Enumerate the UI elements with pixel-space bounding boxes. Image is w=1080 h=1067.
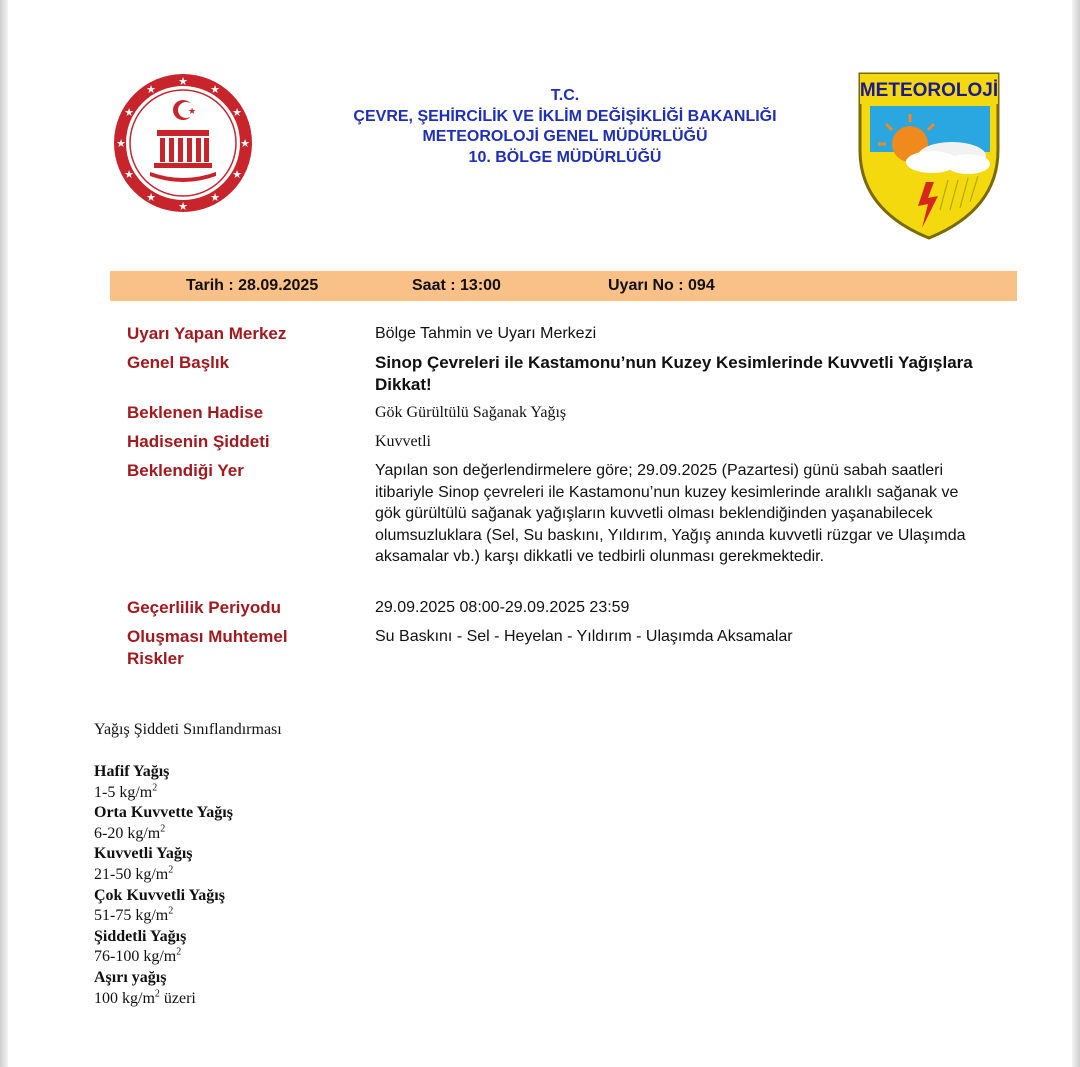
detail-value: Bölge Tahmin ve Uyarı Merkezi [375,325,597,342]
classification-item-name: Şiddetli Yağış [94,927,187,945]
shield-title-text: METEOROLOJİ [859,80,999,101]
svg-text:★: ★ [124,107,134,119]
classification-item-range [94,783,233,804]
svg-text:★: ★ [124,169,134,181]
detail-value: Sinop Çevreleri ile Kastamonu’nun Kuzey Kesimlerinde Kuvvetli Yağışlara Dikkat! [375,353,973,394]
range-value: 1-5 [94,783,120,801]
classification-item-name: Çok Kuvvetli Yağış [94,886,225,904]
classification-item-name: Aşırı yağış [94,968,167,986]
detail-label: Genel Başlık [127,353,230,372]
warning-date: Tarih : 28.09.2025 [186,277,319,294]
svg-text:★: ★ [187,106,197,116]
range-value: 100 [94,989,122,1007]
meteoroloji-shield-logo [856,70,1002,242]
range-unit-sup: 2 [168,905,174,917]
svg-text:★: ★ [210,192,220,204]
header-ministry: ÇEVRE, ŞEHİRCİLİK VE İKLİM DEĞİŞİKLİĞİ BAKANLIĞI [353,107,777,125]
header-regional-office: 10. BÖLGE MÜDÜRLÜĞÜ [468,148,662,166]
detail-label: Beklenen Hadise [127,403,264,422]
detail-value: Kuvvetli [375,433,431,450]
svg-text:★: ★ [146,84,156,96]
range-unit-sup: 2 [168,864,174,876]
header-tc: T.C. [550,87,580,104]
detail-label: Uyarı Yapan Merkez [127,324,287,343]
warning-number: Uyarı No : 094 [608,277,715,294]
detail-value: 29.09.2025 08:00-29.09.2025 23:59 [375,599,630,616]
header-directorate: METEOROLOJİ GENEL MÜDÜRLÜĞÜ [422,128,708,145]
range-unit-sup: 2 [154,988,160,1000]
range-value: 21-50 [94,865,136,883]
range-unit: kg/m [127,824,161,842]
ministry-seal-logo [112,72,254,214]
document-header [300,86,830,168]
svg-text:★: ★ [116,138,126,150]
detail-label: Oluşması Muhtemel Riskler [127,627,288,668]
page-shadow-right [1072,0,1080,1067]
range-unit-sup: 2 [152,782,158,794]
range-unit: kg/m [143,948,177,966]
detail-label: Hadisenin Şiddeti [127,432,270,451]
range-unit-sup: 2 [176,947,182,959]
svg-text:★: ★ [240,138,250,150]
detail-value: Gök Gürültülü Sağanak Yağış [375,404,567,421]
classification-list [94,762,233,1009]
classification-item-range [94,865,233,886]
classification-item-range [94,989,233,1010]
classification-title: Yağış Şiddeti Sınıflandırması [94,721,282,738]
warning-info-bar [110,271,1017,301]
range-value: 51-75 [94,907,136,925]
range-unit: kg/m [119,783,153,801]
svg-text:★: ★ [232,169,242,181]
classification-item-range [94,824,233,845]
range-suffix: üzeri [159,989,196,1007]
classification-item-name: Orta Kuvvette Yağış [94,804,233,822]
svg-text:★: ★ [210,84,220,96]
classification-item-name: Kuvvetli Yağış [94,845,193,863]
classification-item-range [94,906,233,927]
svg-text:★: ★ [146,192,156,204]
page-shadow-left [0,0,8,1067]
range-value: 76-100 [94,948,144,966]
classification-item-name: Hafif Yağış [94,763,170,780]
svg-text:★: ★ [178,76,188,88]
detail-label: Beklendiği Yer [127,461,244,480]
svg-text:★: ★ [232,107,242,119]
detail-label: Geçerlilik Periyodu [127,598,282,617]
classification-item-range [94,947,233,968]
range-unit: kg/m [135,865,169,883]
detail-value: Yapılan son değerlendirmelere göre; 29.09.2025 (Pazartesi) günü sabah saatleri itibariyle Sinop çevreleri ile Kastamonu’nun kuzey kesimlerinde aralıklı sağanak ve gök gürültülü sağanak yağışların kuvvetli olması beklendiğinden yaşanabilecek olumsuzluklara (Sel, Su baskını, Yıldırım, Yağış anında kuvvetli rüzgar ve Ulaşımda aksamalar vb.) karşı dikkatli ve tedbirli olunması gerekmektedir. [375,462,966,565]
warning-time: Saat : 13:00 [412,277,501,294]
range-unit-sup: 2 [160,823,166,835]
range-value: 6-20 [94,824,128,842]
svg-text:★: ★ [178,201,188,213]
range-unit: kg/m [135,907,169,925]
detail-value: Su Baskını - Sel - Heyelan - Yıldırım - Ulaşımda Aksamalar [375,628,793,645]
range-unit: kg/m [122,989,155,1007]
